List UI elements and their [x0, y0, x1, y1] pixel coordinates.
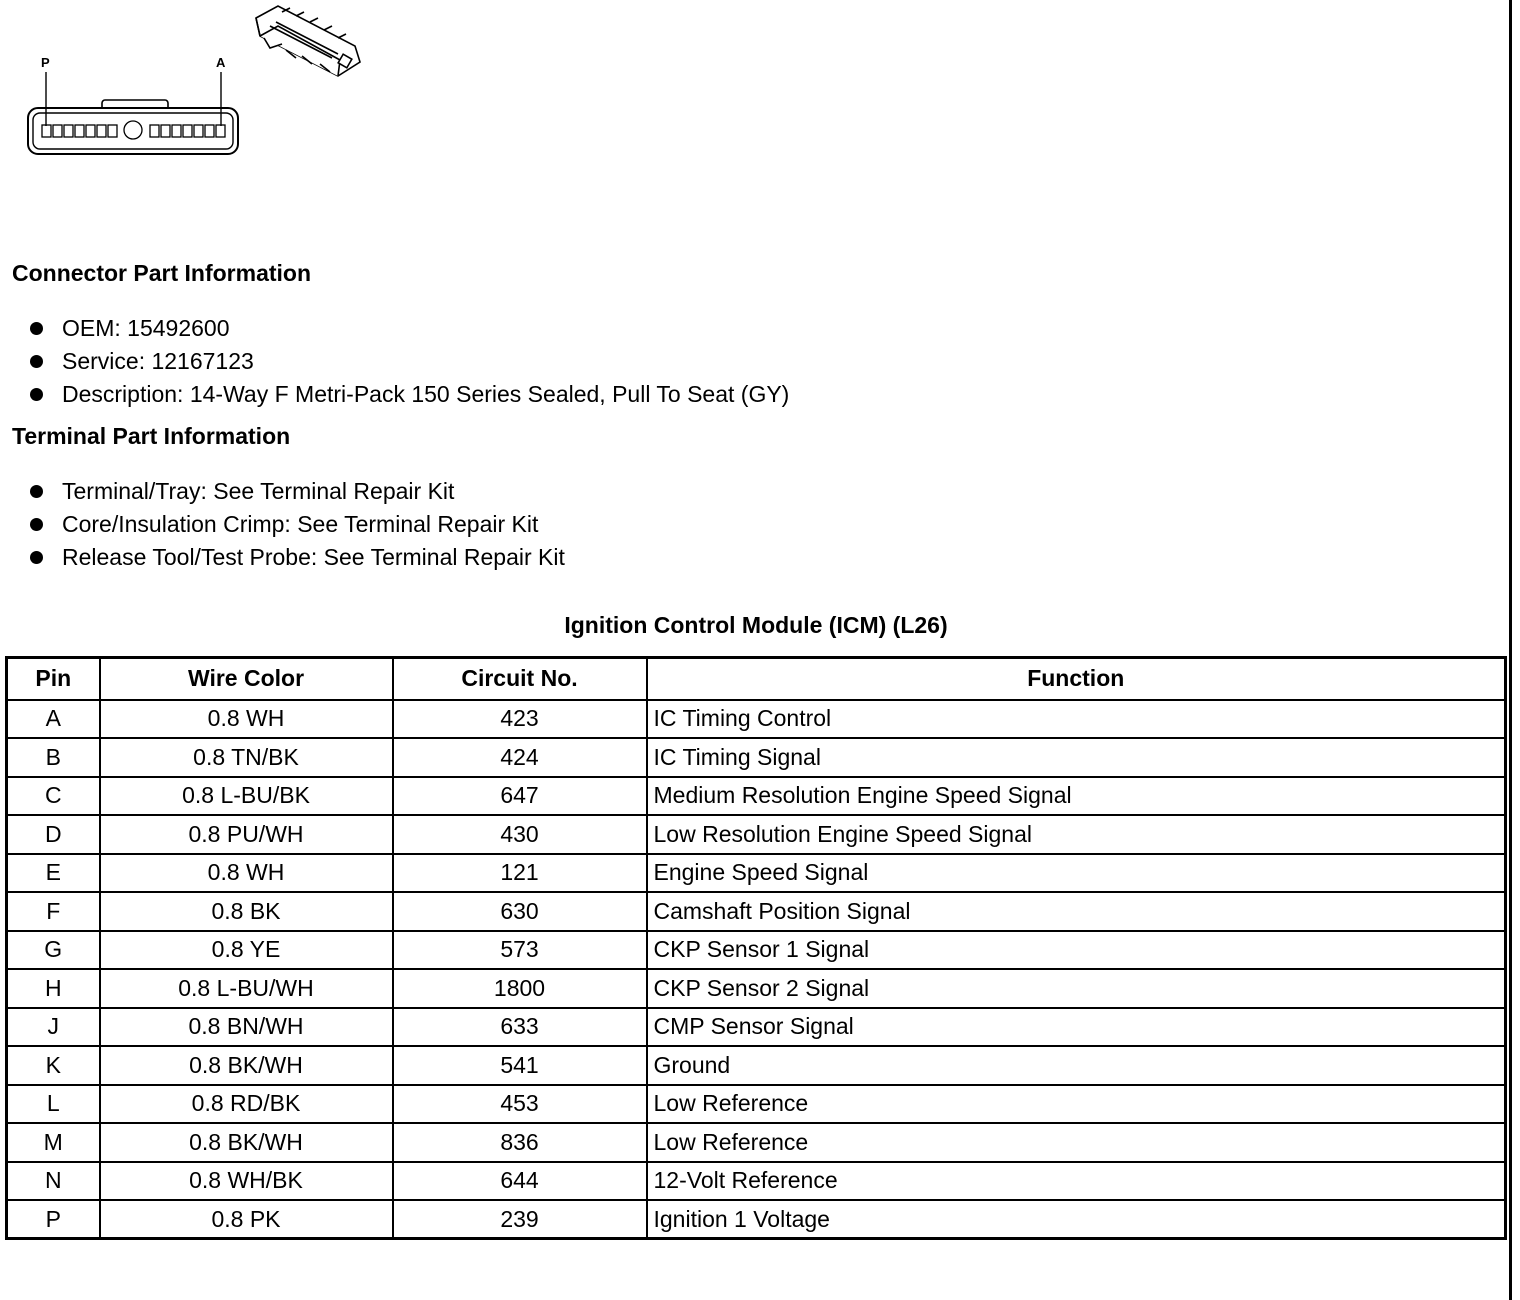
table-row [7, 700, 1506, 739]
pin-label-p: P [41, 55, 50, 70]
cell-wire-color: 0.8 BN/WH [100, 1008, 393, 1047]
pin-label-a: A [216, 55, 226, 70]
terminal-info-tool: Release Tool/Test Probe: See Terminal Repair Kit [62, 544, 565, 570]
cell-wire-color: 0.8 YE [100, 931, 393, 970]
cell-wire-color: 0.8 WH/BK [100, 1162, 393, 1201]
cell-circuit-no: 430 [393, 815, 647, 854]
list-item [30, 475, 565, 508]
header-wire-color: Wire Color [100, 658, 393, 700]
terminal-info-heading: Terminal Part Information [12, 423, 291, 449]
cell-pin: F [7, 892, 100, 931]
cell-wire-color: 0.8 PU/WH [100, 815, 393, 854]
cell-pin: E [7, 854, 100, 893]
cell-function: Medium Resolution Engine Speed Signal [647, 777, 1506, 816]
cell-circuit-no: 633 [393, 1008, 647, 1047]
cell-function: Low Resolution Engine Speed Signal [647, 815, 1506, 854]
table-row [7, 854, 1506, 893]
connector-info-description: Description: 14-Way F Metri-Pack 150 Series Sealed, Pull To Seat (GY) [62, 381, 790, 407]
table-row [7, 1162, 1506, 1201]
cell-circuit-no: 423 [393, 700, 647, 739]
connector-illustration [20, 0, 380, 175]
cell-circuit-no: 630 [393, 892, 647, 931]
header-pin: Pin [7, 658, 100, 700]
cell-wire-color: 0.8 RD/BK [100, 1085, 393, 1124]
connector-info-heading: Connector Part Information [12, 260, 312, 286]
cell-wire-color: 0.8 L-BU/WH [100, 969, 393, 1008]
cell-pin: K [7, 1046, 100, 1085]
cell-circuit-no: 647 [393, 777, 647, 816]
cell-function: Engine Speed Signal [647, 854, 1506, 893]
cell-circuit-no: 573 [393, 931, 647, 970]
bullet-icon [30, 485, 43, 498]
terminal-info-list [30, 475, 565, 574]
page-border-right [1509, 0, 1512, 1300]
cell-function: Ignition 1 Voltage [647, 1200, 1506, 1239]
cell-wire-color: 0.8 L-BU/BK [100, 777, 393, 816]
cell-wire-color: 0.8 BK/WH [100, 1123, 393, 1162]
bullet-icon [30, 322, 43, 335]
list-item [30, 378, 789, 411]
cell-function: Camshaft Position Signal [647, 892, 1506, 931]
table-row [7, 1200, 1506, 1239]
cell-wire-color: 0.8 PK [100, 1200, 393, 1239]
table-row [7, 969, 1506, 1008]
connector-face-icon [28, 72, 238, 154]
cell-pin: N [7, 1162, 100, 1201]
cell-circuit-no: 1800 [393, 969, 647, 1008]
cell-wire-color: 0.8 BK [100, 892, 393, 931]
list-item [30, 345, 789, 378]
cell-wire-color: 0.8 BK/WH [100, 1046, 393, 1085]
cell-pin: B [7, 738, 100, 777]
cell-circuit-no: 453 [393, 1085, 647, 1124]
connector-info-service: Service: 12167123 [62, 348, 254, 374]
bullet-icon [30, 518, 43, 531]
pinout-table [5, 656, 1507, 1240]
header-circuit-no: Circuit No. [393, 658, 647, 700]
table-row [7, 815, 1506, 854]
connector-info-oem: OEM: 15492600 [62, 315, 230, 341]
list-item [30, 508, 565, 541]
connector-face-diagram [20, 0, 380, 170]
cell-pin: G [7, 931, 100, 970]
cell-function: IC Timing Signal [647, 738, 1506, 777]
cell-circuit-no: 644 [393, 1162, 647, 1201]
cell-pin: M [7, 1123, 100, 1162]
table-row [7, 1123, 1506, 1162]
cell-function: Ground [647, 1046, 1506, 1085]
list-item [30, 541, 565, 574]
table-row [7, 1085, 1506, 1124]
cell-circuit-no: 836 [393, 1123, 647, 1162]
cell-function: Low Reference [647, 1123, 1506, 1162]
table-row [7, 1046, 1506, 1085]
table-row [7, 931, 1506, 970]
cell-wire-color: 0.8 WH [100, 700, 393, 739]
bullet-icon [30, 388, 43, 401]
table-row [7, 892, 1506, 931]
cell-pin: C [7, 777, 100, 816]
cell-function: CKP Sensor 2 Signal [647, 969, 1506, 1008]
cell-pin: J [7, 1008, 100, 1047]
table-row [7, 777, 1506, 816]
cell-circuit-no: 424 [393, 738, 647, 777]
cell-circuit-no: 541 [393, 1046, 647, 1085]
table-row [7, 738, 1506, 777]
cell-circuit-no: 239 [393, 1200, 647, 1239]
bullet-icon [30, 355, 43, 368]
table-title: Ignition Control Module (ICM) (L26) [564, 612, 948, 638]
cell-circuit-no: 121 [393, 854, 647, 893]
cell-pin: L [7, 1085, 100, 1124]
connector-info-list [30, 312, 789, 411]
terminal-info-crimp: Core/Insulation Crimp: See Terminal Repair Kit [62, 511, 539, 537]
cell-pin: P [7, 1200, 100, 1239]
table-header-row [7, 658, 1506, 700]
bullet-icon [30, 551, 43, 564]
cell-function: 12-Volt Reference [647, 1162, 1506, 1201]
cell-wire-color: 0.8 WH [100, 854, 393, 893]
header-function: Function [647, 658, 1506, 700]
table-row [7, 1008, 1506, 1047]
cell-pin: A [7, 700, 100, 739]
cell-function: CMP Sensor Signal [647, 1008, 1506, 1047]
cell-pin: D [7, 815, 100, 854]
cell-pin: H [7, 969, 100, 1008]
cell-function: Low Reference [647, 1085, 1506, 1124]
connector-isometric-icon [256, 6, 360, 76]
cell-wire-color: 0.8 TN/BK [100, 738, 393, 777]
cell-function: IC Timing Control [647, 700, 1506, 739]
terminal-info-tray: Terminal/Tray: See Terminal Repair Kit [62, 478, 455, 504]
cell-function: CKP Sensor 1 Signal [647, 931, 1506, 970]
list-item [30, 312, 789, 345]
